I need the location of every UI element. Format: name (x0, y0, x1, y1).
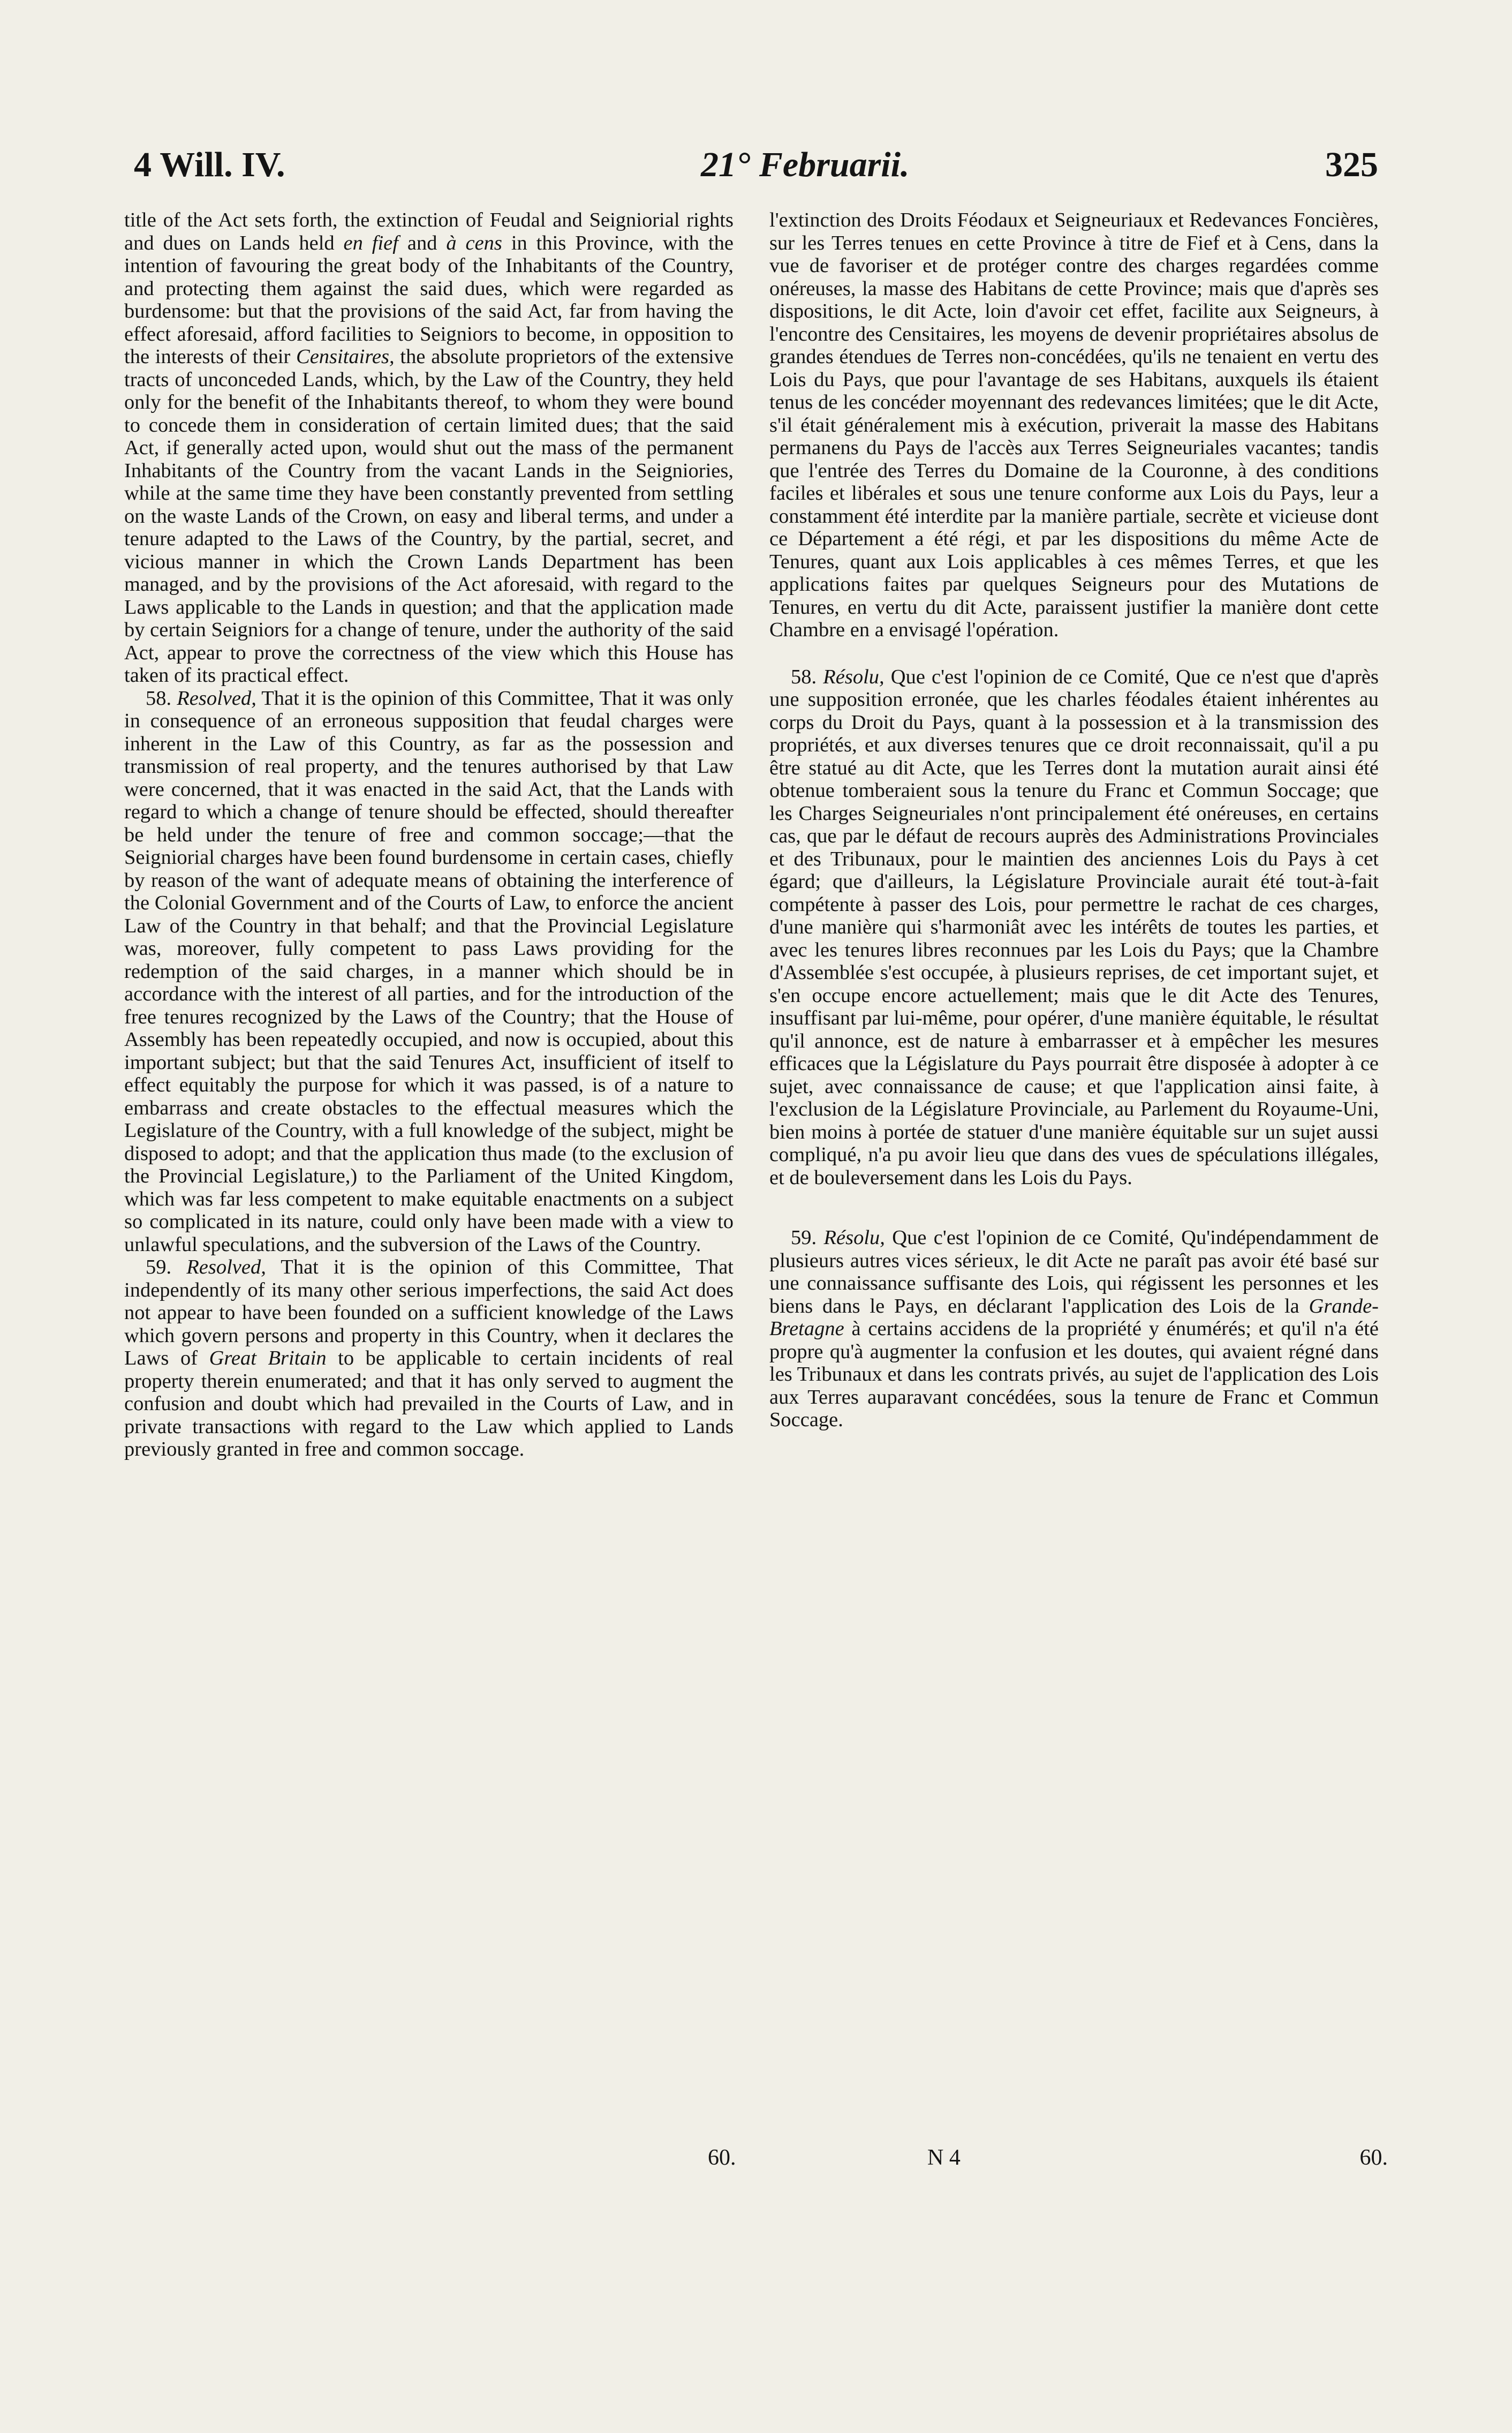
resolution-59 (124, 1256, 734, 1461)
resolution-text: Que c'est l'opinion de ce Comité, Qu'indépendamment de plusieurs autres vices sérieux, le dit Acte ne paraît pas avoir été basé sur une connaissance suffisante des Lois, qui régissent les personnes et les biens dans le Pays, en déclarant l'application des Lois de la (769, 1226, 1379, 1317)
text-run: in this Province, with the intention of favouring the great body of the Inhabitants of the Country, and protecting them against the said dues, which were regarded as burdensome: but that the provisions of the said Act, far from having the effect aforesaid, afford facilities to Seigniors to become, in opposition to the interests of their (124, 231, 734, 368)
catchword-english: 60. (708, 2145, 736, 2170)
resolved-label: Résolu, (823, 665, 884, 688)
french-column (769, 209, 1379, 1432)
text-run: title of the Act sets forth, the extinction of Feudal and Seigniorial rights and dues on Lands held (124, 209, 734, 254)
signature-mark: N 4 (927, 2145, 961, 2170)
resolution-number: 59. (146, 1256, 172, 1278)
resolved-label: Résolu, (823, 1226, 885, 1249)
session-date: 21° Februarii. (701, 145, 910, 184)
resolved-label: Resolved, (177, 687, 256, 710)
italic-term: à cens (446, 231, 502, 254)
text-run: and (398, 231, 447, 254)
resolution-number: 58. (146, 687, 172, 710)
resolution-text: to be applicable to certain incidents of real property therein enumerated; and that it has only served to augment the confusion and doubt which had prevailed in the Courts of Law, and in private transactions with regard to the Law which applied to Lands previously granted in free and common soccage. (124, 1347, 734, 1460)
italic-term: Censitaires, (296, 345, 395, 368)
italic-term: en fief (343, 231, 398, 254)
page-footer (124, 2145, 1388, 2177)
resolution-text: Que c'est l'opinion de ce Comité, Que ce n'est que d'après une supposition erronée, que les charles féodales étaient inhérentes au corps du Droit du Pays, quant à la possession et à la transmission des propriétés, et aux diverses tenures que ce droit reconnaissait, qu'il a pu être statué au dit Acte, que les Terres dont la mutation aurait ainsi été obtenue tomberaient sous la tenure du Franc et Commun Soccage; que les Charges Seigneuriales n'ont principalement été onéreuses, en certains cas, que par le défaut de recours auprès des Administrations Provinciales et des Tribunaux, pour le maintien des anciennes Lois du Pays à cet égard; que d'ailleurs, la Législature Provinciale aurait été tout-à-fait compétente à passer des Lois, pour permettre le rachat de ces charges, d'une manière qui s'harmoniât avec les intérêts de toutes les parties, et avec les tenures libres reconnues par les Lois du Pays; que la Chambre d'Assemblée s'est occupée, à plusieurs reprises, de cet important sujet, et s'en occupe encore actuellement; mais que le dit Acte des Tenures, insuffisant par lui-même, pour opérer, d'une manière équitable, le résultat qu'il annonce, est de nature à embarrasser et à empêcher les mesures efficaces que la Législature du Pays pourrait être disposée à adopter à ce sujet, avec connaissance de cause; et que l'application ainsi faite, à l'exclusion de la Législature Provinciale, au Parlement du Royaume-Uni, bien moins à portée de statuer d'une manière équitable sur un sujet aussi compliqué, n'a pu avoir lieu que dans des vues de spéculations illégales, et de bouleversement dans les Lois du Pays. (769, 665, 1379, 1189)
resolved-label: Resolved, (186, 1256, 266, 1278)
page-number: 325 (1325, 145, 1378, 184)
resolution-58 (124, 687, 734, 1256)
italic-term: Great Britain (209, 1347, 327, 1369)
paragraph-continued: l'extinction des Droits Féodaux et Seigneuriaux et Redevances Foncières, sur les Terres tenues en cette Province à titre de Fief et à Cens, dans la vue de favoriser et de protéger contre des charges regardées comme onéreuses, la masse des Habitans de cette Province; mais que d'après ses dispositions, le dit Acte, loin d'avoir cet effet, facilite aux Seigneurs, à l'encontre des Censitaires, les moyens de devenir propriétaires absolus de grandes étendues de Terres non-concédées, qu'ils ne tenaient en vertu des Lois du Pays, que pour l'avantage de ses Habitans, auxquels ils étaient tenus de les concéder moyennant des redevances limitées; que le dit Acte, s'il était généralement mis à exécution, priverait la masse des Habitans permanens du Pays de l'accès aux Terres Seigneuriales vacantes; tandis que l'entrée des Terres du Domaine de la Couronne, à des conditions faciles et libérales et sous une tenure conforme aux Lois du Pays, leur a constamment été interdite par la manière partiale, secrète et vicieuse dont ce Département a été régi, et par les dispositions du même Acte de Tenures, quant aux Lois applicables à ces mêmes Terres, et que les applications faites par quelques Seigneurs pour des Mutations de Tenures, en vertu du dit Acte, paraissent justifier la manière dont cette Chambre en a envisagé l'opération. (769, 209, 1379, 641)
resolution-number: 59. (791, 1226, 817, 1249)
text-run: the absolute proprietors of the extensive tracts of unconceded Lands, which, by the Law of the Country, they held only for the benefit of the Inhabitants thereof, to whom they were bound to concede them in consideration of certain limited dues; that the said Act, if generally acted upon, would shut out the mass of the permanent Inhabitants of the Country from the vacant Lands in the Seigniories, while at the same time they have been constantly prevented from settling on the waste Lands of the Crown, on easy and liberal terms, and under a tenure adapted to the Laws of the Country, by the partial, secret, and vicious manner in which the Crown Lands Department has been managed, and by the provisions of the Act aforesaid, with regard to the Laws applicable to the Lands in question; and that the application made by certain Seigniors for a change of tenure, under the authority of the said Act, appear to prove the correctness of the view which this House has taken of its practical effect. (124, 345, 734, 687)
resolution-text: That it is the opinion of this Committee, That it was only in consequence of an erroneous supposition that feudal charges were inherent in the Law of this Country, as far as the possession and transmission of real property, and the tenures authorised by that Law were concerned, that it was enacted in the said Act, that the Lands with regard to which a change of tenure should be effected, should thereafter be held under the tenure of free and common soccage;—that the Seigniorial charges have been found burdensome in certain cases, chiefly by reason of the want of adequate means of obtaining the interference of the Colonial Government and of the Courts of Law, to enforce the ancient Law of the Country in that behalf; and that the Provincial Legislature was, moreover, fully competent to pass Laws providing for the redemption of the said charges, in a manner which should be in accordance with the interest of all parties, and for the introduction of the free tenures recognized by the Laws of the Country; that the House of Assembly has been repeatedly occupied, and now is occupied, about this important subject; but that the said Tenures Act, insufficient of itself to effect equitably the purpose for which it was passed, is of a nature to embarrass and create obstacles to the effectual measures which the Legislature of the Country, with a full knowledge of the subject, might be disposed to adopt; and that the application thus made (to the exclusion of the Provincial Legislature,) to the Parliament of the United Kingdom, which was far less competent to make equitable enactments on a subject so complicated in its nature, could only have been made with a view to unlawful speculations, and the subversion of the Laws of the Country. (124, 687, 734, 1256)
resolution-59 (769, 1226, 1379, 1432)
english-column (124, 209, 734, 1461)
catchword-french: 60. (1359, 2145, 1388, 2170)
running-header (134, 145, 1378, 198)
resolution-text: That it is the opinion of this Committee, That independently of its many other serious imperfections, the said Act does not appear to have been founded on a sufficient knowledge of the Laws which govern persons and property in this Country, when it declares the Laws of (124, 1256, 734, 1369)
regnal-year: 4 Will. IV. (134, 145, 285, 184)
resolution-number: 58. (791, 665, 817, 688)
paragraph-continued (124, 209, 734, 687)
italic-term: Grande-Bretagne (769, 1294, 1379, 1340)
resolution-text: à certains accidens de la propriété y énumérés; et qu'il n'a été propre qu'à augmenter la confusion et les doutes, qui avaient régné dans les Tribunaux et dans les contrats privés, au sujet de l'application des Lois aux Terres auparavant concédées, sous la tenure de Franc et Commun Soccage. (769, 1317, 1379, 1431)
resolution-58 (769, 666, 1379, 1189)
